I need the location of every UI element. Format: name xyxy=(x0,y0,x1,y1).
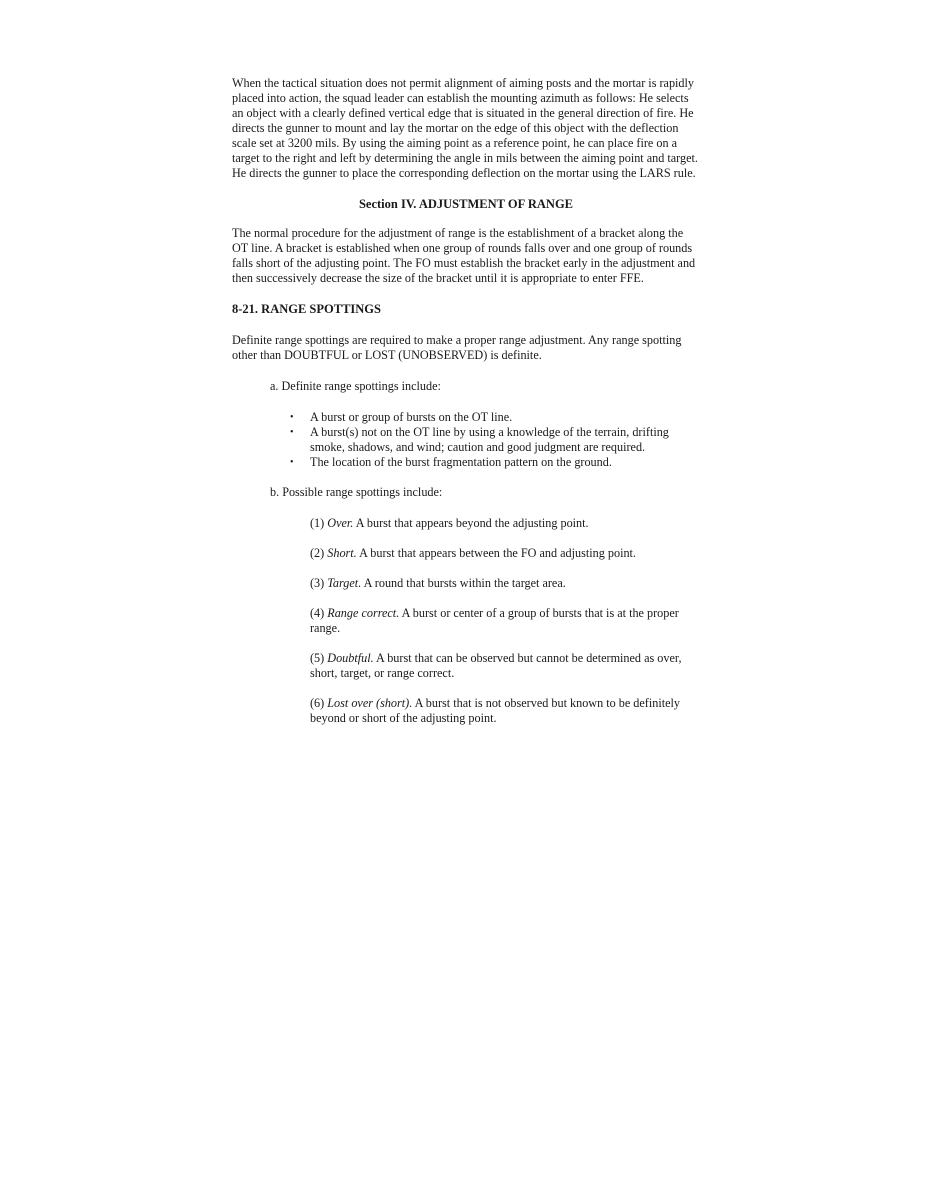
adjustment-paragraph: The normal procedure for the adjustment of range is the establishment of a bracket along the OT line. A bracket is established when one group of rounds falls over and one group of rounds falls short of the adjusting point. The FO must establish the bracket early in the adjustment and then successively decrease the size of the bracket until it is appropriate to enter FFE. xyxy=(232,226,696,285)
item-text: A burst that appears beyond the adjusting point. xyxy=(355,516,589,530)
spotting-item-over xyxy=(310,516,700,531)
item-text: A burst that is not observed but known to be definitely beyond or short of the adjusting point. xyxy=(310,696,681,725)
intro-paragraph: When the tactical situation does not permit alignment of aiming posts and the mortar is rapidly placed into action, the squad leader can establish the mounting azimuth as follows: He selects an object with a clearly defined vertical edge that is situated in the general direction of fire. He directs the gunner to mount and lay the mortar on the edge of this object with the deflection scale set at 3200 mils. By using the aiming point as a reference point, he can place fire on a target to the right and left by determining the angle in mils between the aiming point and target. He directs the gunner to place the corresponding deflection on the mortar using the LARS rule. xyxy=(232,76,698,180)
section-heading: Section IV. ADJUSTMENT OF RANGE xyxy=(358,197,574,211)
subparagraph-b-intro: b. Possible range spottings include: xyxy=(270,485,443,499)
item-number: (4) xyxy=(310,606,325,620)
list-item xyxy=(290,425,700,455)
bullet-icon: • xyxy=(290,457,294,468)
spotting-item-short xyxy=(310,546,700,561)
item-term: Target. xyxy=(327,576,362,590)
item-text: A burst that can be observed but cannot be determined as over, short, target, or range correct. xyxy=(310,651,682,680)
spotting-item-range-correct xyxy=(310,606,700,636)
item-number: (2) xyxy=(310,546,325,560)
item-number: (6) xyxy=(310,696,325,710)
list-item-text: A burst(s) not on the OT line by using a knowledge of the terrain, drifting smoke, shadows, and wind; caution and good judgment are required. xyxy=(310,425,669,454)
item-text: A burst or center of a group of bursts that is at the proper range. xyxy=(310,606,679,635)
definite-spottings-list xyxy=(232,410,700,470)
list-item-text: A burst or group of bursts on the OT line. xyxy=(310,410,513,424)
list-item xyxy=(290,455,700,470)
list-item-text: The location of the burst fragmentation pattern on the ground. xyxy=(310,455,612,469)
possible-spottings-list xyxy=(232,516,700,726)
spottings-paragraph: Definite range spottings are required to make a proper range adjustment. Any range spotting other than DOUBTFUL or LOST (UNOBSERVED) is definite. xyxy=(232,333,682,362)
subparagraph-a-intro: a. Definite range spottings include: xyxy=(270,379,441,393)
item-text: A burst that appears between the FO and adjusting point. xyxy=(359,546,636,560)
item-text: A round that bursts within the target area. xyxy=(363,576,566,590)
document-page xyxy=(232,76,700,741)
bullet-icon: • xyxy=(290,412,294,423)
item-number: (5) xyxy=(310,651,325,665)
spotting-item-doubtful xyxy=(310,651,700,681)
item-term: Over. xyxy=(327,516,354,530)
item-number: (3) xyxy=(310,576,325,590)
item-term: Short. xyxy=(327,546,357,560)
item-term: Lost over (short). xyxy=(327,696,413,710)
list-item xyxy=(290,410,700,425)
bullet-icon: • xyxy=(290,427,294,438)
item-term: Range correct. xyxy=(327,606,400,620)
item-term: Doubtful. xyxy=(327,651,374,665)
item-number: (1) xyxy=(310,516,325,530)
spotting-item-target xyxy=(310,576,700,591)
paragraph-heading: 8-21. RANGE SPOTTINGS xyxy=(232,302,381,316)
spotting-item-lost xyxy=(310,696,700,726)
